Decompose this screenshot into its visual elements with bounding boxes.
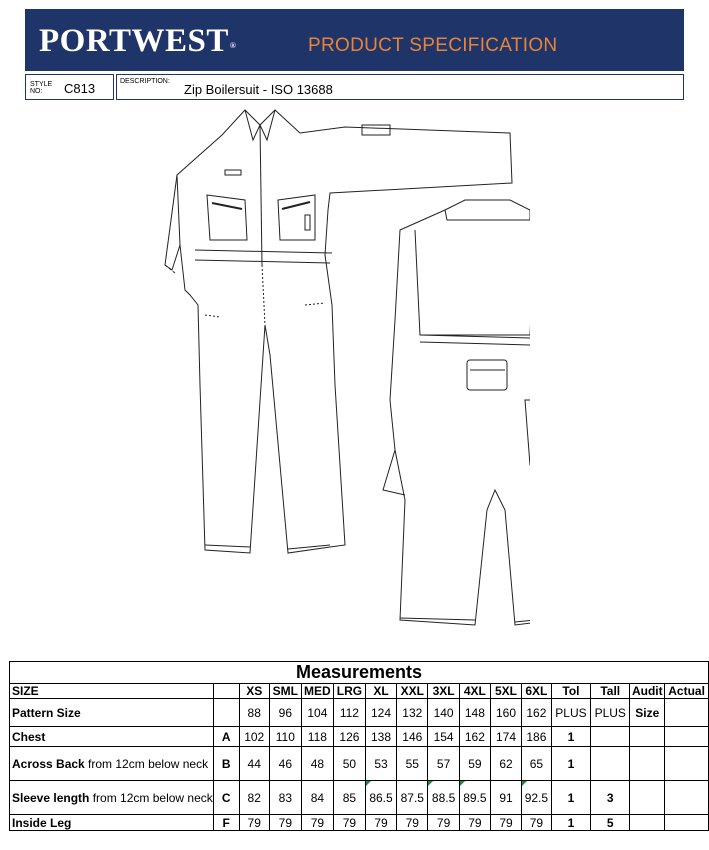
front-view-drawing: [165, 110, 512, 553]
across-back-letter: B: [213, 747, 239, 781]
across-back-row: [10, 747, 709, 781]
inside-leg-value: 79: [333, 815, 365, 831]
inside-leg-value: 79: [491, 815, 522, 831]
across-back-value: 46: [269, 747, 301, 781]
chest-value: 174: [491, 727, 522, 747]
size-3xl: 3XL: [428, 684, 459, 699]
sleeve-length-value: 92.5: [521, 781, 551, 815]
size-header-row: [10, 684, 709, 699]
pattern-letter: [213, 699, 239, 727]
actual-header: Actual: [665, 684, 709, 699]
across-back-value: 59: [459, 747, 490, 781]
page-title: PRODUCT SPECIFICATION: [308, 35, 558, 56]
chest-label: Chest: [10, 727, 214, 747]
sleeve-length-value: 87.5: [397, 781, 428, 815]
registered-mark: ®: [229, 41, 237, 50]
size-sml: SML: [269, 684, 301, 699]
sleeve-length-value: 89.5: [459, 781, 490, 815]
chest-value: 126: [333, 727, 365, 747]
chest-row: [10, 727, 709, 747]
pattern-size-label: Pattern Size: [10, 699, 214, 727]
across-back-value: 53: [365, 747, 396, 781]
sleeve-length-tol: 1: [551, 781, 590, 815]
inside-leg-value: 79: [239, 815, 269, 831]
sleeve-length-tall: 3: [591, 781, 630, 815]
inside-leg-value: 79: [301, 815, 333, 831]
sleeve-length-value: 86.5: [365, 781, 396, 815]
sleeve-length-label: Sleeve length from 12cm below neck: [10, 781, 214, 815]
across-back-value: 44: [239, 747, 269, 781]
description-value: Zip Boilersuit - ISO 13688: [184, 82, 333, 97]
pattern-tol: PLUS: [551, 699, 590, 727]
pattern-size-row: [10, 699, 709, 727]
chest-letter: A: [213, 727, 239, 747]
across-back-value: 62: [491, 747, 522, 781]
letter-header: [213, 684, 239, 699]
sleeve-length-actual: [665, 781, 709, 815]
chest-value: 186: [521, 727, 551, 747]
pattern-value: 112: [333, 699, 365, 727]
sleeve-length-audit: [630, 781, 665, 815]
pattern-audit: Size: [630, 699, 665, 727]
size-xl: XL: [365, 684, 396, 699]
chest-value: 162: [459, 727, 490, 747]
across-back-value: 65: [521, 747, 551, 781]
style-number: C813: [64, 81, 96, 96]
header-banner: [25, 9, 684, 71]
description-box: [116, 74, 684, 100]
across-back-value: 48: [301, 747, 333, 781]
pattern-value: 132: [397, 699, 428, 727]
sleeve-length-value: 85: [333, 781, 365, 815]
back-view-drawing: [383, 200, 530, 625]
measurements-table: [9, 661, 709, 831]
tall-header: Tall: [591, 684, 630, 699]
across-back-label: Across Back from 12cm below neck: [10, 747, 214, 781]
chest-value: 110: [269, 727, 301, 747]
pattern-value: 160: [491, 699, 522, 727]
style-box: [25, 74, 114, 100]
across-back-tall: [591, 747, 630, 781]
inside-leg-value: 79: [365, 815, 396, 831]
pattern-value: 88: [239, 699, 269, 727]
sleeve-length-value: 84: [301, 781, 333, 815]
size-med: MED: [301, 684, 333, 699]
measurements-title-row: [10, 662, 709, 684]
pattern-value: 104: [301, 699, 333, 727]
chest-value: 102: [239, 727, 269, 747]
description-label: DESCRIPTION:: [120, 78, 170, 85]
sleeve-length-row: [10, 781, 709, 815]
sleeve-length-letter: C: [213, 781, 239, 815]
inside-leg-value: 79: [397, 815, 428, 831]
chest-tall: [591, 727, 630, 747]
size-lrg: LRG: [333, 684, 365, 699]
sleeve-length-value: 82: [239, 781, 269, 815]
inside-leg-audit: [630, 815, 665, 831]
product-info: [25, 74, 684, 100]
inside-leg-tol: 1: [551, 815, 590, 831]
brand-logo: PORTWEST®: [39, 23, 237, 59]
across-back-value: 55: [397, 747, 428, 781]
inside-leg-tall: 5: [591, 815, 630, 831]
across-back-value: 57: [428, 747, 459, 781]
size-xs: XS: [239, 684, 269, 699]
inside-leg-actual: [665, 815, 709, 831]
pattern-value: 162: [521, 699, 551, 727]
size-5xl: 5XL: [491, 684, 522, 699]
chest-value: 138: [365, 727, 396, 747]
chest-actual: [665, 727, 709, 747]
sleeve-length-value: 88.5: [428, 781, 459, 815]
audit-header: Audit: [630, 684, 665, 699]
size-header: SIZE: [10, 684, 214, 699]
chest-audit: [630, 727, 665, 747]
measurements-title: Measurements: [10, 662, 709, 684]
inside-leg-value: 79: [521, 815, 551, 831]
across-back-tol: 1: [551, 747, 590, 781]
chest-value: 118: [301, 727, 333, 747]
pattern-value: 124: [365, 699, 396, 727]
chest-value: 146: [397, 727, 428, 747]
across-back-actual: [665, 747, 709, 781]
across-back-value: 50: [333, 747, 365, 781]
across-back-audit: [630, 747, 665, 781]
chest-tol: 1: [551, 727, 590, 747]
inside-leg-row: [10, 815, 709, 831]
pattern-tall: PLUS: [591, 699, 630, 727]
inside-leg-value: 79: [428, 815, 459, 831]
sleeve-length-value: 83: [269, 781, 301, 815]
inside-leg-label: Inside Leg: [10, 815, 214, 831]
inside-leg-value: 79: [269, 815, 301, 831]
tol-header: Tol: [551, 684, 590, 699]
size-4xl: 4XL: [459, 684, 490, 699]
pattern-actual: [665, 699, 709, 727]
size-6xl: 6XL: [521, 684, 551, 699]
style-label: STYLE NO:: [30, 81, 53, 95]
pattern-value: 96: [269, 699, 301, 727]
inside-leg-letter: F: [213, 815, 239, 831]
pattern-value: 148: [459, 699, 490, 727]
inside-leg-value: 79: [459, 815, 490, 831]
pattern-value: 140: [428, 699, 459, 727]
size-xxl: XXL: [397, 684, 428, 699]
garment-technical-drawing: [150, 105, 530, 630]
chest-value: 154: [428, 727, 459, 747]
sleeve-length-value: 91: [491, 781, 522, 815]
